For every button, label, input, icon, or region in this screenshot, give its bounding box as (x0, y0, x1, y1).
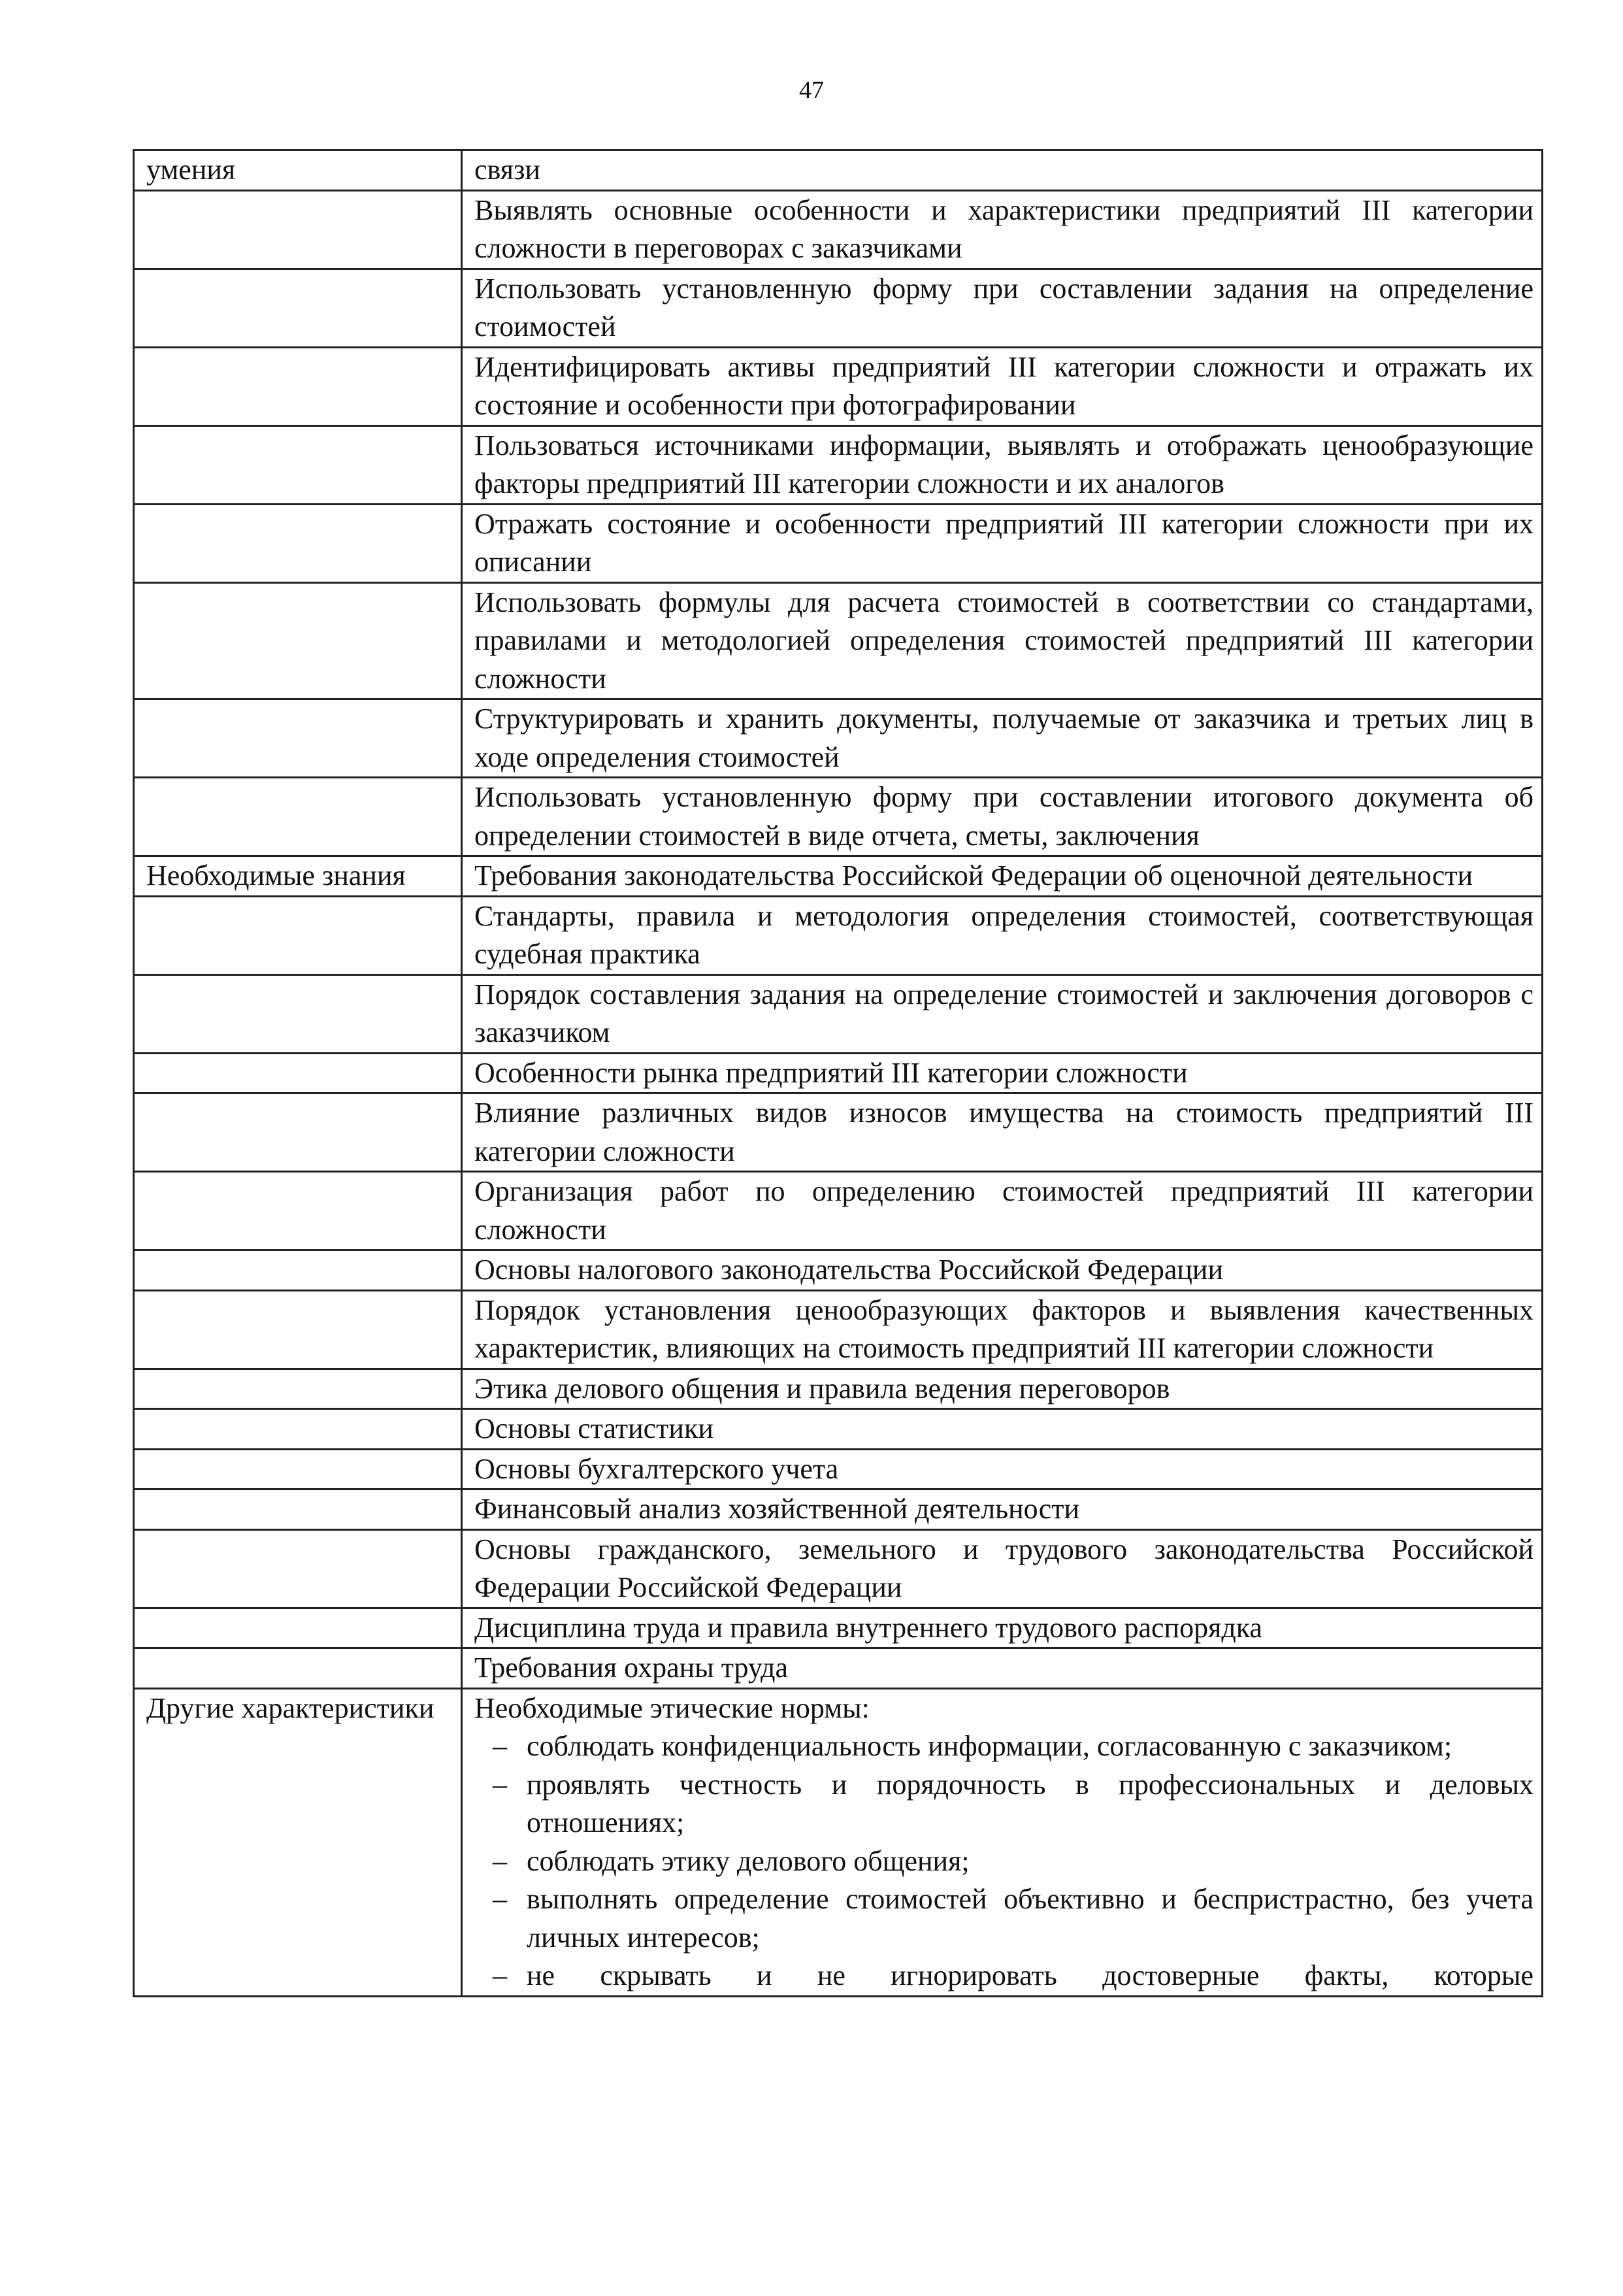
table-row (134, 347, 1543, 425)
list-item: – выполнять определение стоимостей объективно и беспристрастно, без учета личных интересов; (474, 1880, 1533, 1957)
table-row (134, 1608, 1543, 1648)
table-row (134, 582, 1543, 699)
table-row (134, 1369, 1543, 1409)
knowledge-item: Порядок составления задания на определение стоимостей и заключения договоров с заказчиком (462, 974, 1543, 1053)
section-label-skills: умения (134, 150, 462, 191)
dash-marker: – (493, 1768, 507, 1801)
knowledge-item: Порядок установления ценообразующих факторов и выявления качественных характеристик, влияющих на стоимость предприятий III категории сложности (462, 1290, 1543, 1369)
table-row (134, 1489, 1543, 1530)
knowledge-item: Основы налогового законодательства Российской Федерации (462, 1250, 1543, 1291)
skill-item: Использовать установленную форму при составлении итогового документа об определении стоимостей в виде отчета, сметы, заключения (462, 778, 1543, 856)
table-row (134, 269, 1543, 347)
skill-item: Использовать формулы для расчета стоимостей в соответствии со стандартами, правилами и методологией определения стоимостей предприятий III категории сложности (462, 582, 1543, 699)
skill-item: связи (462, 150, 1543, 191)
table-row (134, 1449, 1543, 1489)
skill-item: Идентифицировать активы предприятий III категории сложности и отражать их состояние и особенности при фотографировании (462, 347, 1543, 425)
dash-marker: – (493, 1883, 507, 1915)
table-row (134, 1409, 1543, 1450)
table-row (134, 1053, 1543, 1093)
knowledge-item: Организация работ по определению стоимостей предприятий III категории сложности (462, 1172, 1543, 1250)
competency-table (133, 149, 1543, 1997)
table-row (134, 1529, 1543, 1608)
table-row (134, 896, 1543, 974)
table-row (134, 1290, 1543, 1369)
knowledge-item: Финансовый анализ хозяйственной деятельности (462, 1489, 1543, 1530)
ethics-cell (462, 1688, 1543, 1996)
table-row (134, 778, 1543, 856)
dash-marker: – (493, 1844, 507, 1877)
table-row (134, 699, 1543, 778)
table-row (134, 856, 1543, 897)
list-item: – проявлять честность и порядочность в профессиональных и деловых отношениях; (474, 1766, 1533, 1842)
knowledge-item: Основы бухгалтерского учета (462, 1449, 1543, 1489)
table-row (134, 1093, 1543, 1172)
table-row (134, 1688, 1543, 1996)
skill-item: Отражать состояние и особенности предприятий III категории сложности при их описании (462, 504, 1543, 582)
knowledge-item: Особенности рынка предприятий III категории сложности (462, 1053, 1543, 1093)
skill-item: Выявлять основные особенности и характеристики предприятий III категории сложности в переговорах с заказчиками (462, 190, 1543, 269)
table-row (134, 190, 1543, 269)
knowledge-item: Требования законодательства Российской Федерации об оценочной деятельности (462, 856, 1543, 897)
skill-item: Использовать установленную форму при составлении задания на определение стоимостей (462, 269, 1543, 347)
knowledge-item: Дисциплина труда и правила внутреннего трудового распорядка (462, 1608, 1543, 1648)
ethics-intro: Необходимые этические нормы: (474, 1691, 870, 1724)
list-item: – соблюдать этику делового общения; (474, 1842, 1533, 1881)
section-label-other: Другие характеристики (134, 1688, 462, 1996)
page-number: 47 (799, 76, 824, 104)
table-row (134, 974, 1543, 1053)
knowledge-item: Основы гражданского, земельного и трудового законодательства Российской Федерации Российской Федерации (462, 1529, 1543, 1608)
knowledge-item: Требования охраны труда (462, 1648, 1543, 1689)
list-item: – не скрывать и не игнорировать достоверные факты, которые (474, 1957, 1533, 1995)
skill-item: Пользоваться источниками информации, выявлять и отображать ценообразующие факторы предприятий III категории сложности и их аналогов (462, 425, 1543, 504)
dash-marker: – (493, 1730, 507, 1762)
knowledge-item: Влияние различных видов износов имущества на стоимость предприятий III категории сложности (462, 1093, 1543, 1172)
knowledge-item: Основы статистики (462, 1409, 1543, 1450)
table-row (134, 1172, 1543, 1250)
table-row (134, 425, 1543, 504)
table-row (134, 150, 1543, 191)
knowledge-item: Стандарты, правила и методология определения стоимостей, соответствующая судебная практика (462, 896, 1543, 974)
table-row (134, 1648, 1543, 1689)
table-row (134, 1250, 1543, 1291)
list-item: – соблюдать конфиденциальность информации, согласованную с заказчиком; (474, 1727, 1533, 1766)
knowledge-item: Этика делового общения и правила ведения переговоров (462, 1369, 1543, 1409)
section-label-knowledge: Необходимые знания (134, 856, 462, 897)
skill-item: Структурировать и хранить документы, получаемые от заказчика и третьих лиц в ходе определения стоимостей (462, 699, 1543, 778)
table-row (134, 504, 1543, 582)
ethics-list (474, 1727, 1533, 1995)
dash-marker: – (493, 1959, 507, 1991)
